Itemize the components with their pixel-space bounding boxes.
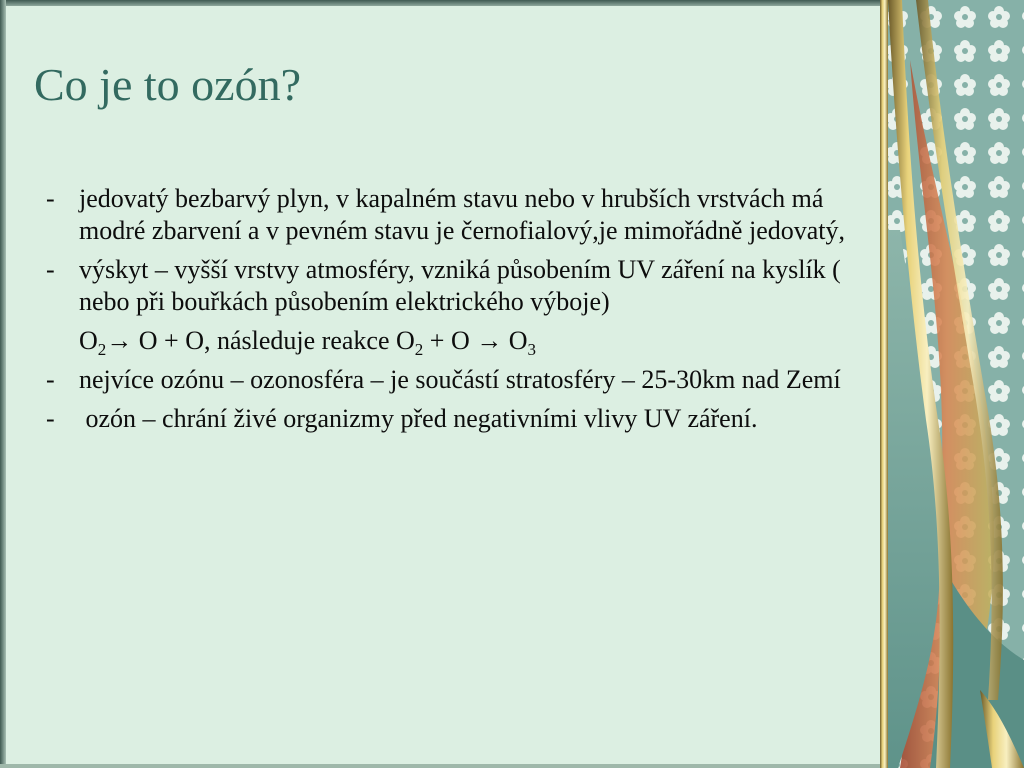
bullet-text: ozón – chrání živé organizmy před negativními vlivy UV záření. — [79, 404, 758, 433]
reaction-part1: → O + O, následuje reakce — [106, 326, 397, 355]
bullet-item — [44, 254, 864, 318]
bullet-text: jedovatý bezbarvý plyn, v kapalném stavu nebo v hrubších vrstvách má modré zbarvení a v pevném stavu je černofialový,je mimořádně jedovatý, — [79, 184, 845, 245]
slide-frame-bottom — [0, 764, 880, 768]
reaction-sub-3: 3 — [527, 340, 537, 360]
reaction-sub-2b: 2 — [414, 340, 424, 360]
slide-frame-top — [0, 0, 880, 6]
decorative-border-image — [880, 0, 1024, 768]
bullet-text: výskyt – vyšší vrstvy atmosféry, vzniká působením UV záření na kyslík ( nebo při bouřkách působením elektrického výboje) — [79, 255, 841, 316]
reaction-o2-b: O — [396, 326, 415, 355]
bullet-text: nejvíce ozónu – ozonosféra – je součástí stratosféry – 25-30km nad Zemí — [79, 365, 841, 394]
bullet-marker: - — [46, 365, 55, 394]
reaction-o2-a: O — [79, 326, 98, 355]
bullet-item — [44, 183, 864, 247]
reaction-part2: + O → O — [423, 326, 528, 355]
slide-title: Co je to ozón? — [34, 59, 301, 110]
slide-frame-left — [0, 0, 6, 768]
slide-content — [44, 183, 864, 442]
bullet-marker: - — [46, 184, 55, 213]
bullet-item — [44, 403, 864, 435]
bullet-marker: - — [46, 255, 55, 284]
bullet-marker: - — [46, 404, 55, 433]
reaction-equation — [44, 325, 864, 360]
bullet-item — [44, 364, 864, 396]
reaction-sub-2a: 2 — [97, 340, 107, 360]
